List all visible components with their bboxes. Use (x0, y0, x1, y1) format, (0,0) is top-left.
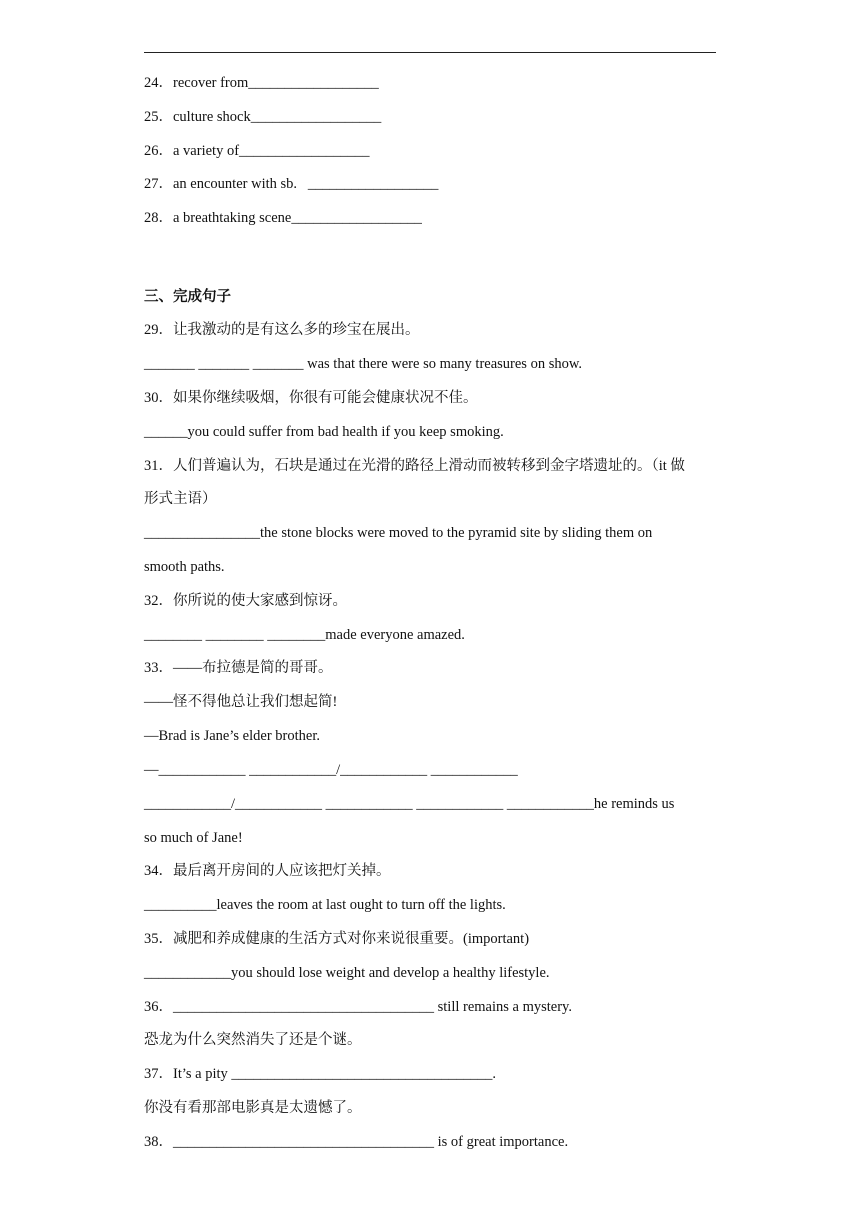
question-30-answer: ______you could suffer from bad health if you keep smoking. (144, 424, 504, 440)
question-32-answer: ________ ________ ________made everyone amazed. (144, 627, 465, 643)
phrase-item-28: 28．a breathtaking scene__________________ (144, 210, 422, 226)
question-33-answer-cont: ____________/____________ ____________ ____________ ____________he reminds us (144, 796, 675, 812)
question-31-prompt-cont: 形式主语） (144, 491, 217, 507)
question-31-answer: ________________the stone blocks were moved to the pyramid site by sliding them on (144, 525, 653, 541)
question-31-prompt: 31．人们普遍认为，石块是通过在光滑的路径上滑动而被转移到金字塔遗址的。（it 做 (144, 458, 685, 474)
phrase-item-26: 26．a variety of__________________ (144, 143, 370, 159)
question-35-prompt: 35．减肥和养成健康的生活方式对你来说很重要。(important) (144, 931, 530, 947)
question-29-answer: _______ _______ _______ was that there were so many treasures on show. (144, 356, 583, 372)
question-34-answer: __________leaves the room at last ought to turn off the lights. (144, 897, 506, 913)
question-38-answer: 38．____________________________________ is of great importance. (144, 1134, 569, 1150)
phrase-item-25: 25．culture shock__________________ (144, 109, 382, 125)
question-37-answer: 37．It’s a pity ____________________________________. (144, 1066, 497, 1082)
phrase-item-27: 27．an encounter with sb. __________________ (144, 176, 439, 192)
question-33-answer: —____________ ____________/____________ ____________ (144, 762, 518, 778)
question-32-prompt: 32．你所说的使大家感到惊讶。 (144, 593, 347, 609)
question-30-prompt: 30．如果你继续吸烟，你很有可能会健康状况不佳。 (144, 390, 478, 406)
question-33-english: —Brad is Jane’s elder brother. (144, 728, 320, 744)
question-31-answer-cont: smooth paths. (144, 559, 225, 575)
question-36-answer: 36．____________________________________ still remains a mystery. (144, 999, 572, 1015)
phrase-item-24: 24．recover from__________________ (144, 75, 379, 91)
question-33-answer-end: so much of Jane! (144, 830, 243, 846)
question-33-prompt-2: ——怪不得他总让我们想起简! (144, 694, 338, 710)
question-34-prompt: 34．最后离开房间的人应该把灯关掉。 (144, 863, 391, 879)
question-37-prompt: 你没有看那部电影真是太遗憾了。 (144, 1100, 362, 1116)
section-title: 三、完成句子 (144, 289, 231, 305)
question-29-prompt: 29．让我激动的是有这么多的珍宝在展出。 (144, 322, 420, 338)
header-rule (144, 52, 716, 53)
question-35-answer: ____________you should lose weight and develop a healthy lifestyle. (144, 965, 550, 981)
question-33-prompt: 33．——布拉德是简的哥哥。 (144, 660, 333, 676)
question-36-prompt: 恐龙为什么突然消失了还是个谜。 (144, 1032, 362, 1048)
